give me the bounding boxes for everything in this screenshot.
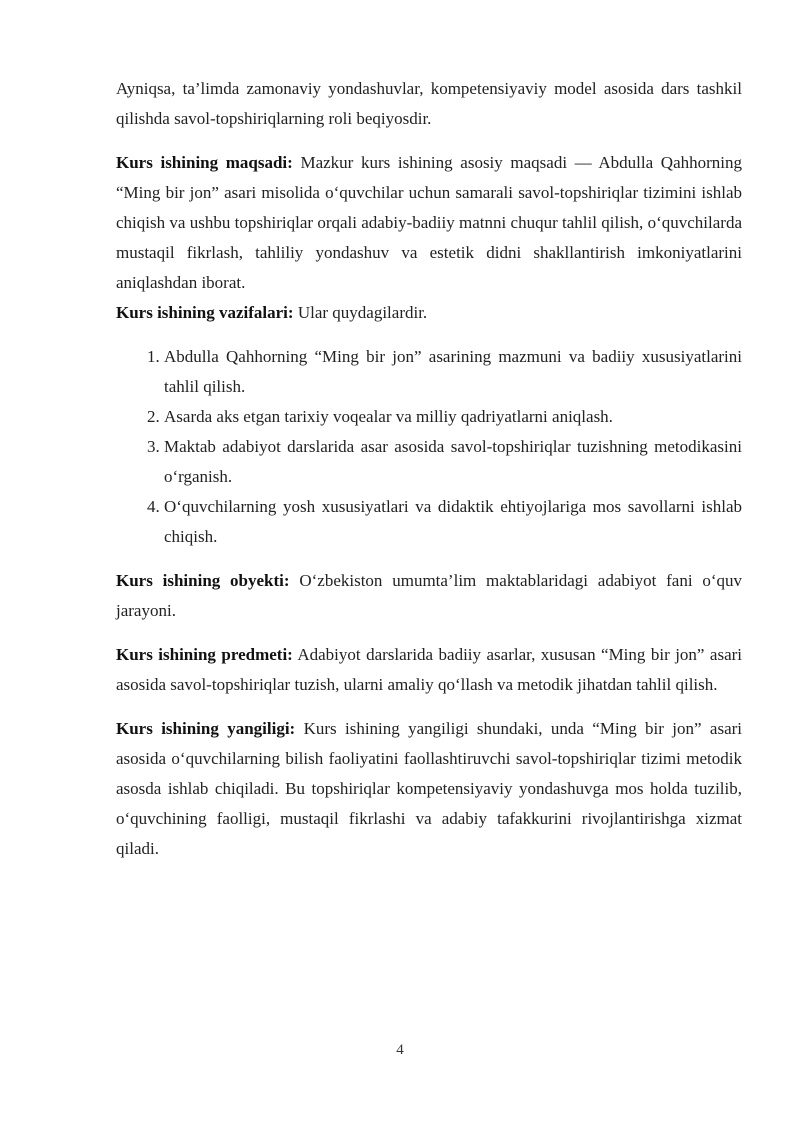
tasks-list: [116, 342, 742, 552]
tasks-text: Ular quydagilardir.: [293, 303, 428, 322]
object-text: O‘zbekiston umumta’lim maktablaridagi adabiyot fani o‘quv jarayoni.: [116, 571, 742, 620]
subject-label: Kurs ishining predmeti:: [116, 645, 293, 664]
document-page: [116, 74, 742, 864]
page-number: 4: [396, 1042, 404, 1058]
novelty-text: Kurs ishining yangiligi shundaki, unda “Ming bir jon” asari asosida o‘quvchilarning bilish faoliyatini faollashtiruvchi savol-topshiriqlar tizimi metodik asosda ishlab chiqiladi. Bu topshiriqlar kompetensiyaviy yondashuvga mos holda tuzilib, o‘quvchining faolligi, mustaqil fikrlashi va adabiy tafakkurini rivojlantirishga xizmat qiladi.: [116, 719, 742, 858]
tasks-paragraph: [116, 298, 742, 328]
subject-paragraph: [116, 640, 742, 700]
subject-text: Adabiyot darslarida badiiy asarlar, xususan “Ming bir jon” asari asosida savol-topshiriqlar tuzish, ularni amaliy qo‘llash va metodik jihatdan tahlil qilish.: [116, 645, 742, 694]
object-paragraph: [116, 566, 742, 626]
novelty-label: Kurs ishining yangiligi:: [116, 719, 296, 738]
list-item: 2. Asarda aks etgan tarixiy voqealar va milliy qadriyatlarni aniqlash.: [164, 402, 742, 432]
intro-paragraph: Ayniqsa, ta’limda zamonaviy yondashuvlar, kompetensiyaviy model asosida dars tashkil qilishda savol-topshiriqlarning roli beqiyosdir.: [116, 79, 742, 128]
list-item: 3. Maktab adabiyot darslarida asar asosida savol-topshiriqlar tuzishning metodikasini o‘rganish.: [164, 432, 742, 492]
goal-label: Kurs ishining maqsadi:: [116, 153, 293, 172]
goal-text: Mazkur kurs ishining asosiy maqsadi — Abdulla Qahhorning “Ming bir jon” asari misolida o‘quvchilar uchun samarali savol-topshiriqlar tizimini ishlab chiqish va ushbu topshiriqlar orqali adabiy-badiiy matnni chuqur tahlil qilish, o‘quvchilarda mustaqil fikrlash, tahliliy yondashuv va estetik didni shakllantirish imkoniyatlarini aniqlashdan iborat.: [116, 153, 742, 292]
object-label: Kurs ishining obyekti:: [116, 571, 290, 590]
tasks-label: Kurs ishining vazifalari:: [116, 303, 294, 322]
list-item: 4. O‘quvchilarning yosh xususiyatlari va didaktik ehtiyojlariga mos savollarni ishlab chiqish.: [164, 492, 742, 552]
list-item: 1. Abdulla Qahhorning “Ming bir jon” asarining mazmuni va badiiy xususiyatlarini tahlil qilish.: [164, 342, 742, 402]
novelty-paragraph: [116, 714, 742, 864]
goal-paragraph: [116, 148, 742, 298]
